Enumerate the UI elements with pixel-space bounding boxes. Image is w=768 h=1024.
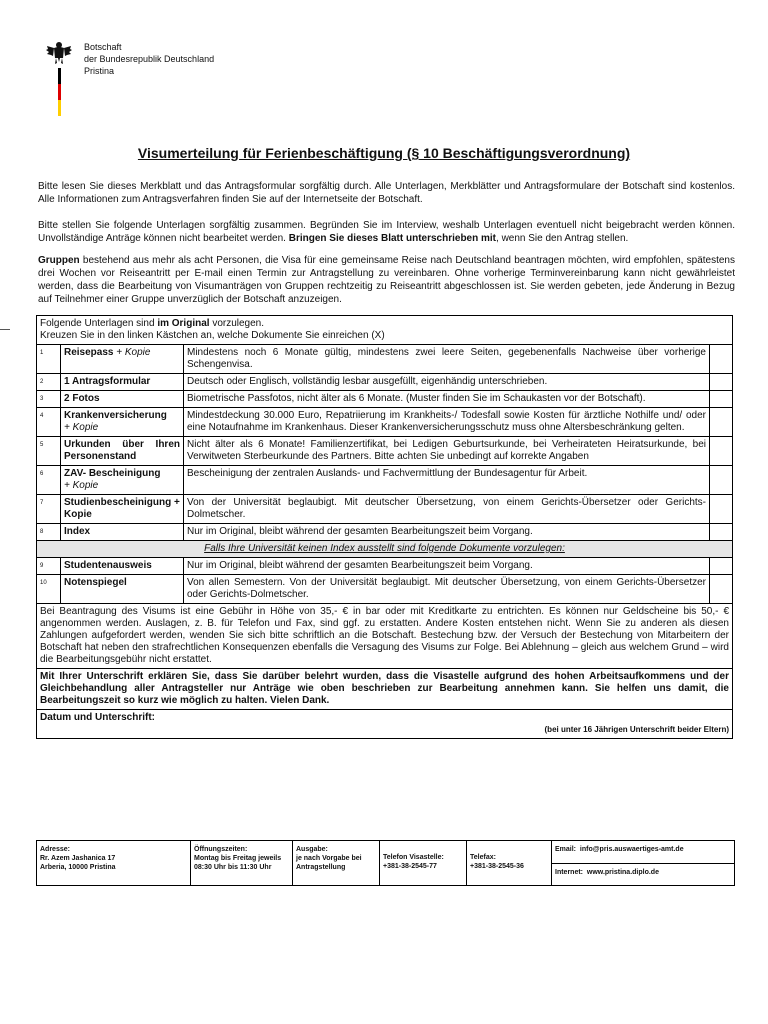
table-row	[37, 524, 733, 541]
federal-eagle-emblem	[44, 38, 74, 116]
table-row	[37, 575, 733, 604]
document-description: Nicht älter als 6 Monate! Familienzertifikat, bei Ledigen Geburtsurkunde, bei Verheirateten Heiratsurkunde, bei Verwitweten Sterbeurkunde des Partners. Bitte achten Sie unbedingt auf korrekte Angaben	[184, 437, 710, 466]
header-post: vorzulegen.	[209, 318, 265, 329]
checkbox-cell[interactable]	[710, 391, 733, 408]
eagle-icon	[44, 38, 74, 68]
embassy-line-2: der Bundesrepublik Deutschland	[84, 54, 215, 64]
email-link[interactable]: info@pris.auswaertiges-amt.de	[579, 846, 684, 853]
document-description: Bescheinigung der zentralen Auslands- und Fachvermittlung der Bundesagentur für Arbeit.	[184, 466, 710, 495]
table-header-row	[37, 316, 733, 345]
document-label: Studienbescheinigung + Kopie	[61, 495, 184, 524]
table-row	[37, 374, 733, 391]
footer-hours	[191, 841, 293, 885]
table-row	[37, 495, 733, 524]
checkbox-cell[interactable]	[710, 374, 733, 391]
separator-row	[37, 541, 733, 558]
issue-label: Ausgabe:	[296, 846, 328, 853]
row-number: 10	[37, 575, 61, 604]
documents-table	[36, 315, 733, 739]
header-line-2: Kreuzen Sie in den linken Kästchen an, welche Dokumente Sie einreichen (X)	[40, 330, 385, 341]
checkbox-cell[interactable]	[710, 408, 733, 437]
flag-stripe-red	[58, 84, 61, 100]
footer-phone	[380, 841, 467, 885]
label-text: Reisepass	[64, 347, 114, 358]
row-number: 3	[37, 391, 61, 408]
footer-fax	[467, 841, 552, 885]
page-title: Visumerteilung für Ferienbeschäftigung (§ 10 Beschäftigungsverordnung)	[137, 145, 631, 161]
embassy-name	[84, 38, 214, 116]
document-description: Mindestdeckung 30.000 Euro, Repatriierung im Krankheits-/ Todesfall sowie Kosten für ärztliche Nothilfe und/ oder eine Notaufnahme im Krankenhaus. Dieser Krankenversicherungsschutz muss ohne Altersbeschränkung gelten.	[184, 408, 710, 437]
label-sub: + Kopie	[64, 480, 99, 491]
margin-mark	[0, 329, 10, 330]
footer-address	[37, 841, 191, 885]
flag-stripe-gold	[58, 100, 61, 116]
hours-line-1: Montag bis Freitag jeweils	[194, 855, 282, 862]
hours-label: Öffnungszeiten:	[194, 846, 248, 853]
intro-paragraph-groups	[38, 254, 735, 306]
email-label: Email:	[555, 846, 577, 853]
declaration-row	[37, 669, 733, 710]
document-label	[61, 466, 184, 495]
flag-stripe-black	[58, 68, 61, 84]
document-label: 2 Fotos	[61, 391, 184, 408]
fax-label: Telefax:	[470, 854, 496, 861]
document-label: Urkunden über Ihren Personenstand	[61, 437, 184, 466]
row-number: 1	[37, 345, 61, 374]
separator-note: Falls Ihre Universität keinen Index ausstellt sind folgende Dokumente vorzulegen:	[37, 541, 733, 558]
intro2-text: Bitte stellen Sie folgende Unterlagen sorgfältig zusammen. Begründen Sie im Interview, weshalb Unterlagen eventuell nicht beigebracht werden können. Unvollständige Anträge können nicht bearbeitet werden.	[38, 220, 735, 244]
checkbox-cell[interactable]	[710, 437, 733, 466]
document-description: Nur im Original, bleibt während der gesamten Bearbeitungszeit beim Vorgang.	[184, 524, 710, 541]
footer-issue	[293, 841, 380, 885]
intro-paragraph-1: Bitte lesen Sie dieses Merkblatt und das Antragsformular sorgfältig durch. Alle Unterlagen, Merkblätter und Antragsformulare der Botschaft sind kostenlos. Alle Informationen zum Antragsverfahren finden Sie auf der Internetseite der Botschaft.	[38, 181, 735, 205]
row-number: 9	[37, 558, 61, 575]
row-number: 5	[37, 437, 61, 466]
declaration-text: Mit Ihrer Unterschrift erklären Sie, dass Sie darüber belehrt wurden, dass die Visastelle aufgrund des hohen Arbeitsaufkommens und der Gleichbehandlung aller Antragsteller nur Anträge wie oben beschrieben zur Bearbeitung annehmen kann. Sie helfen uns damit, die Bearbeitungszeit so kurz wie möglich zu halten. Vielen Dank.	[37, 669, 733, 710]
intro3-bold: Gruppen	[38, 255, 80, 266]
row-number: 2	[37, 374, 61, 391]
table-row	[37, 345, 733, 374]
fee-row	[37, 604, 733, 669]
document-description: Von der Universität beglaubigt. Mit deutscher Übersetzung, von einem Gerichts-Übersetzer oder Gerichts-Dolmetscher.	[184, 495, 710, 524]
document-label	[61, 408, 184, 437]
label-extra: + Kopie	[113, 347, 151, 358]
checkbox-cell[interactable]	[710, 345, 733, 374]
address-label: Adresse:	[40, 846, 70, 853]
address-line-1: Rr. Azem Jashanica 17	[40, 855, 116, 862]
table-header	[37, 316, 733, 345]
internet-label: Internet:	[555, 869, 583, 876]
email-line	[552, 841, 734, 863]
phone-number: +381-38-2545-77	[383, 863, 437, 870]
checkbox-cell[interactable]	[710, 466, 733, 495]
checkbox-cell[interactable]	[710, 575, 733, 604]
intro3-text: bestehend aus mehr als acht Personen, die Visa für eine gemeinsame Reise nach Deutschland beantragen möchten, wird empfohlen, spätestens drei Wochen vor Reiseantritt per E-mail einen Termin zur Antragstellung zu vereinbaren. Ohne vorherige Terminvereinbarung kann nicht gewährleistet werden, dass die Bearbeitung von Visumanträgen von Gruppen rechtzeitig zu Reiseantritt abgeschlossen ist. Sie werden gebeten, jede Änderung in Bezug auf Teilnehmer einer Gruppe unverzüglich der Botschaft anzuzeigen.	[38, 255, 735, 305]
label-text: Krankenversicherung	[64, 410, 167, 421]
label-sub: + Kopie	[64, 422, 99, 433]
fax-number: +381-38-2545-36	[470, 863, 524, 870]
checkbox-cell[interactable]	[710, 495, 733, 524]
signature-note: (bei unter 16 Jährigen Unterschrift beider Eltern)	[544, 725, 729, 734]
table-row	[37, 408, 733, 437]
embassy-logo	[44, 38, 214, 116]
document-label: Notenspiegel	[61, 575, 184, 604]
embassy-line-3: Pristina	[84, 66, 115, 76]
document-description: Biometrische Passfotos, nicht älter als 6 Monate. (Muster finden Sie im Schaukasten vor der Botschaft).	[184, 391, 710, 408]
intro2-bold: Bringen Sie dieses Blatt unterschrieben mit	[288, 233, 497, 244]
document-description: Deutsch oder Englisch, vollständig lesbar ausgefüllt, eigenhändig unterschrieben.	[184, 374, 710, 391]
table-row	[37, 558, 733, 575]
document-label	[61, 345, 184, 374]
document-label: 1 Antragsformular	[61, 374, 184, 391]
document-label: Studentenausweis	[61, 558, 184, 575]
internet-link[interactable]: www.pristina.diplo.de	[586, 869, 659, 876]
internet-line	[552, 863, 734, 886]
intro-paragraph-2	[38, 219, 735, 245]
intro2-end: , wenn Sie den Antrag stellen.	[496, 233, 629, 244]
checkbox-cell[interactable]	[710, 524, 733, 541]
table-row	[37, 391, 733, 408]
embassy-line-1: Botschaft	[84, 42, 122, 52]
document-label: Index	[61, 524, 184, 541]
row-number: 8	[37, 524, 61, 541]
row-number: 7	[37, 495, 61, 524]
issue-line-2: Antragstellung	[296, 864, 346, 871]
signature-row	[37, 710, 733, 739]
label-text: ZAV- Bescheinigung	[64, 468, 161, 479]
header-bold: im Original	[157, 318, 210, 329]
checkbox-cell[interactable]	[710, 558, 733, 575]
table-row	[37, 466, 733, 495]
phone-label: Telefon Visastelle:	[383, 854, 444, 861]
signature-field[interactable]	[37, 710, 733, 739]
issue-line-1: je nach Vorgabe bei	[296, 855, 362, 862]
row-number: 6	[37, 466, 61, 495]
signature-label: Datum und Unterschrift:	[40, 712, 155, 723]
document-description: Von allen Semestern. Von der Universität beglaubigt. Mit deutscher Übersetzung, von einem Gerichts-Übersetzer oder Gerichts-Dolmetscher.	[184, 575, 710, 604]
footer-online	[552, 841, 734, 885]
row-number: 4	[37, 408, 61, 437]
table-row	[37, 437, 733, 466]
address-line-2: Arberia, 10000 Pristina	[40, 864, 116, 871]
document-description: Nur im Original, bleibt während der gesamten Bearbeitungszeit beim Vorgang.	[184, 558, 710, 575]
contact-footer	[36, 840, 735, 886]
header-pre: Folgende Unterlagen sind	[40, 318, 158, 329]
fee-text: Bei Beantragung des Visums ist eine Gebühr in Höhe von 35,- € in bar oder mit Kreditkarte zu entrichten. Es können nur Geldscheine bis 50,- € angenommen werden. Auslagen, z. B. für Telefon und Fax, sind ggf. zu erstatten. Andere Kosten entstehen nicht. Wenn Sie zu anderen als diesen Zahlungen aufgefordert werden, wenden Sie sich bitte schriftlich an die Botschaft. Bestechung bzw. der Versuch der Bestechung von Mitarbeitern der Botschaft hat neben den strafrechtlichen Konsequenzen ebenfalls die Versagung des Visums zur Folge. Bei Ablehnung – gleich aus welchem Grund – wird die Bearbeitungsgebühr nicht erstattet.	[37, 604, 733, 669]
hours-line-2: 08:30 Uhr bis 11:30 Uhr	[194, 864, 272, 871]
document-description: Mindestens noch 6 Monate gültig, mindestens zwei leere Seiten, gegebenenfalls Nachweise über vorherige Schengenvisa.	[184, 345, 710, 374]
